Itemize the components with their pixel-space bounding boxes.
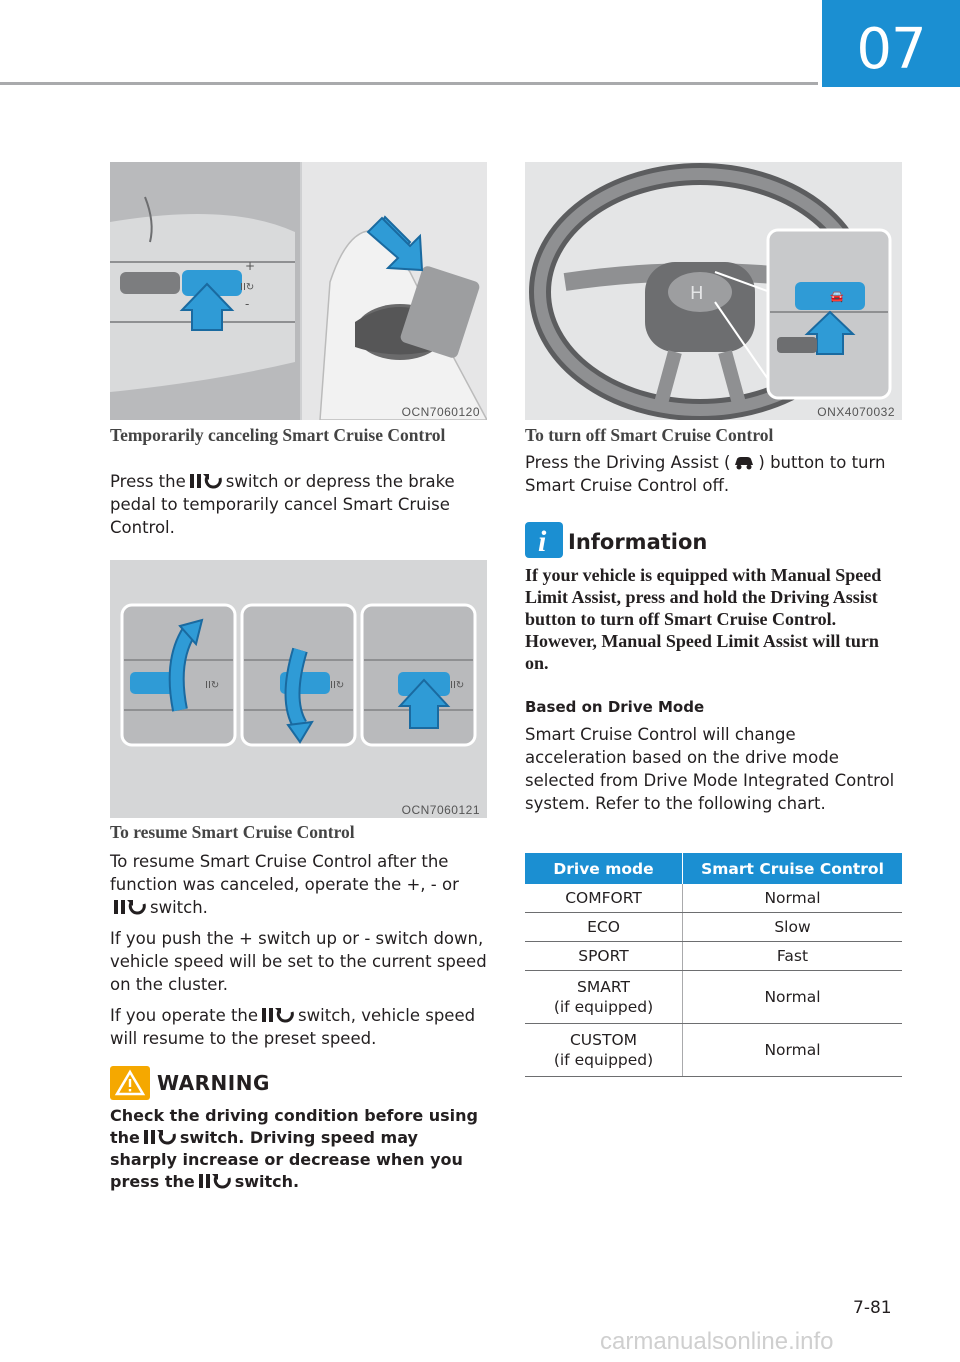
svg-text:🚘: 🚘 (830, 290, 844, 303)
table-cell: Fast (683, 942, 903, 971)
table-row (525, 1024, 902, 1077)
table-row (525, 913, 902, 942)
resume-switch-panels-illustration (110, 560, 487, 818)
steering-wheel-illustration (525, 162, 902, 420)
text-segment: switch or depress the brake pedal to temporarily cancel Smart Cruise Control. (110, 472, 455, 537)
steering-switch-brake-illustration (110, 162, 487, 420)
drive-mode-table (525, 853, 902, 1077)
figure-code-3: ONX4070032 (817, 405, 895, 419)
text-segment: switch, vehicle speed will resume to the preset speed. (110, 1006, 476, 1048)
information-icon (525, 522, 563, 558)
table-cell: ECO (525, 913, 683, 942)
cell-line: SMART (577, 978, 630, 996)
table-header: Drive mode (525, 853, 683, 884)
text-segment: switch. (150, 898, 208, 917)
chapter-tab: 07 (822, 0, 960, 87)
text-segment: Check the driving condition before using the (110, 1106, 478, 1147)
svg-text:II↻: II↻ (330, 680, 345, 691)
paragraph-set-speed: If you push the + switch up or - switch down, vehicle speed will be set to the current speed on the cluster. (110, 929, 487, 994)
figure-code-1: OCN7060120 (401, 405, 480, 419)
header-rule (0, 82, 818, 85)
watermark: carmanualsonline.info (600, 1328, 834, 1355)
information-body: If your vehicle is equipped with Manual Speed Limit Assist, press and hold the Driving Assist button to turn off Smart Cruise Control. However, Manual Speed Limit Assist will turn on. (525, 565, 882, 673)
resume-switch-icon (143, 1128, 177, 1146)
resume-switch-icon (198, 1172, 232, 1190)
table-header-row (525, 853, 902, 884)
paragraph-drive-mode: Smart Cruise Control will change acceleration based on the drive mode selected from Drive Mode Integrated Control system. Refer to the following chart. (525, 725, 895, 813)
driving-assist-icon (733, 453, 755, 471)
table-cell: COMFORT (525, 884, 683, 913)
svg-text:II↻: II↻ (205, 680, 220, 691)
table-cell (525, 1024, 683, 1077)
warning-icon (110, 1066, 150, 1100)
figure-resume-switches (110, 560, 487, 818)
table-cell: Normal (683, 884, 903, 913)
table-cell: Normal (683, 971, 903, 1024)
heading-turn-off: To turn off Smart Cruise Control (525, 425, 774, 445)
table-header: Smart Cruise Control (683, 853, 903, 884)
paragraph-turn-off (525, 451, 900, 505)
text-segment: switch. Driving speed may sharply increase or decrease when you press the (110, 1128, 463, 1191)
figure-cancel-switch (110, 162, 487, 420)
resume-switch-icon (113, 898, 147, 916)
paragraph-cancel (110, 470, 490, 547)
text-segment: ) button to turn Smart Cruise Control off. (525, 453, 886, 495)
subheading-drive-mode: Based on Drive Mode (525, 698, 705, 716)
heading-resume: To resume Smart Cruise Control (110, 822, 355, 842)
table-row (525, 942, 902, 971)
table-row (525, 971, 902, 1024)
heading-temporarily-canceling: Temporarily canceling Smart Cruise Control (110, 425, 446, 445)
svg-text:H: H (690, 283, 704, 304)
text-segment: Press the Driving Assist ( (525, 453, 731, 472)
warning-title: WARNING (157, 1071, 270, 1095)
cell-line: CUSTOM (569, 1031, 638, 1049)
table-cell: SPORT (525, 942, 683, 971)
figure-steering-wheel (525, 162, 902, 420)
svg-text:II↻: II↻ (450, 680, 465, 691)
warning-body (110, 1105, 490, 1193)
information-title: Information (568, 530, 708, 554)
cell-line: (if equipped) (553, 1051, 654, 1069)
figure-code-2: OCN7060121 (401, 803, 480, 817)
paragraphs-resume (110, 850, 488, 1058)
cell-line: (if equipped) (553, 998, 654, 1016)
svg-text:i: i (538, 525, 547, 558)
svg-text:II↻: II↻ (240, 282, 255, 293)
table-cell: Normal (683, 1024, 903, 1077)
page-number: 7-81 (853, 1298, 892, 1318)
text-segment: To resume Smart Cruise Control after the function was canceled, operate the +, - or (110, 852, 459, 894)
resume-switch-icon (261, 1006, 295, 1024)
table-row (525, 884, 902, 913)
text-segment: Press the (110, 472, 186, 491)
text-segment: switch. (234, 1172, 300, 1191)
text-segment: If you operate the (110, 1006, 259, 1025)
svg-text:-: - (245, 297, 250, 311)
table-cell (525, 971, 683, 1024)
resume-switch-icon (189, 472, 223, 490)
table-cell: Slow (683, 913, 903, 942)
svg-text:+: + (245, 259, 256, 273)
